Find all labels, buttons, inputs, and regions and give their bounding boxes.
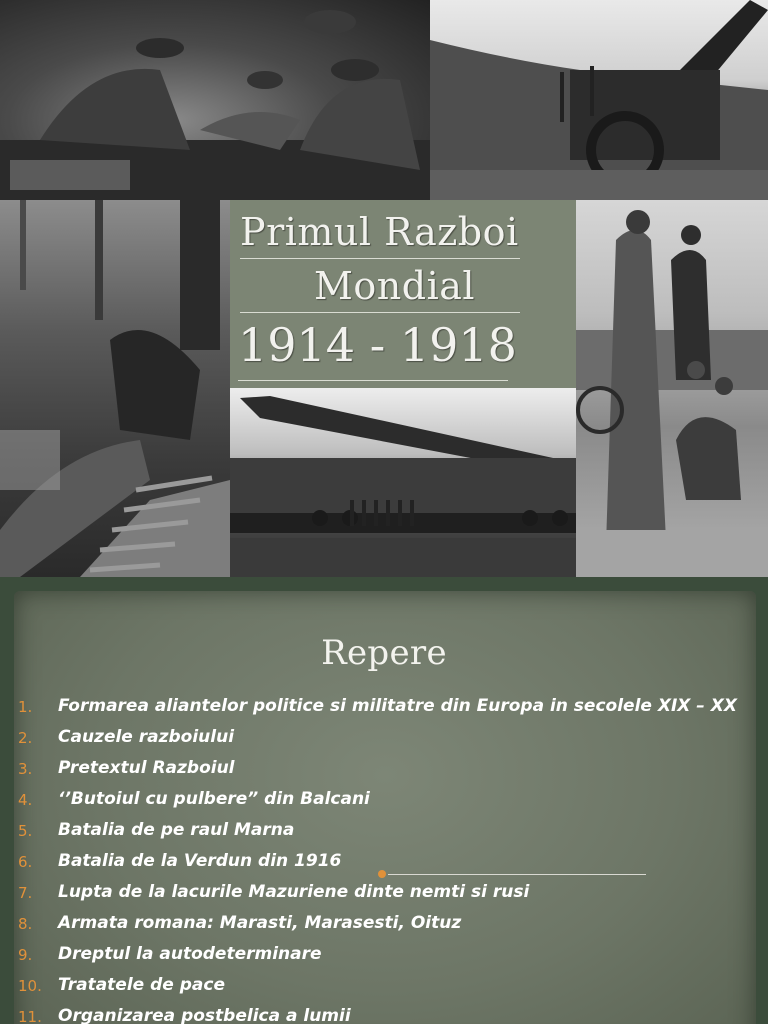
list-item [18,788,748,811]
forest-wounded-soldier-photo [0,200,230,577]
list-text: Dreptul la autodeterminare [58,944,322,964]
list-text: Tratatele de pace [58,975,225,995]
list-item [18,974,748,997]
list-text: Lupta de la lacurile Mazuriene dinte nemti si rusi [58,882,530,902]
list-text: Formarea aliantelor politice si militatre din Europa in secolele XIX – XX [58,696,737,716]
railway-gun-crowd-photo [230,388,576,577]
topic-list [18,695,748,1024]
list-number: 10. [18,977,42,995]
title-box [230,200,576,388]
soldiers-in-mud-photo [0,0,430,200]
separator-line [388,874,646,875]
title-rule [240,312,520,313]
list-number: 8. [18,915,33,933]
list-number: 3. [18,760,33,778]
title-years: 1914 - 1918 [238,318,517,372]
list-item [18,726,748,749]
title-line-1: Primul Razboi [240,210,519,254]
list-item [18,819,748,842]
list-item [18,912,748,935]
list-number: 6. [18,853,33,871]
list-number: 2. [18,729,33,747]
list-item [18,695,748,718]
list-text: Armata romana: Marasti, Marasesti, Oituz [58,913,462,933]
list-item [18,881,748,904]
refugees-photo [576,200,768,577]
title-line-2: Mondial [314,264,476,308]
list-text: Batalia de la Verdun din 1916 [58,851,342,871]
list-number: 11. [18,1008,42,1024]
list-text: ‘’Butoiul cu pulbere” din Balcani [58,789,370,809]
list-item [18,1005,748,1024]
list-number: 1. [18,698,33,716]
title-rule [240,258,520,259]
artillery-gun-photo [430,0,768,200]
separator-dot [378,870,386,878]
list-text: Pretextul Razboiul [58,758,235,778]
list-number: 7. [18,884,33,902]
repere-slide [0,577,768,1024]
list-item [18,943,748,966]
list-number: 5. [18,822,33,840]
list-item [18,757,748,780]
list-number: 4. [18,791,33,809]
list-text: Organizarea postbelica a lumii [58,1006,351,1024]
section-title: Repere [321,633,447,673]
title-rule [238,380,508,381]
list-number: 9. [18,946,33,964]
list-text: Batalia de pe raul Marna [58,820,295,840]
list-text: Cauzele razboiului [58,727,235,747]
